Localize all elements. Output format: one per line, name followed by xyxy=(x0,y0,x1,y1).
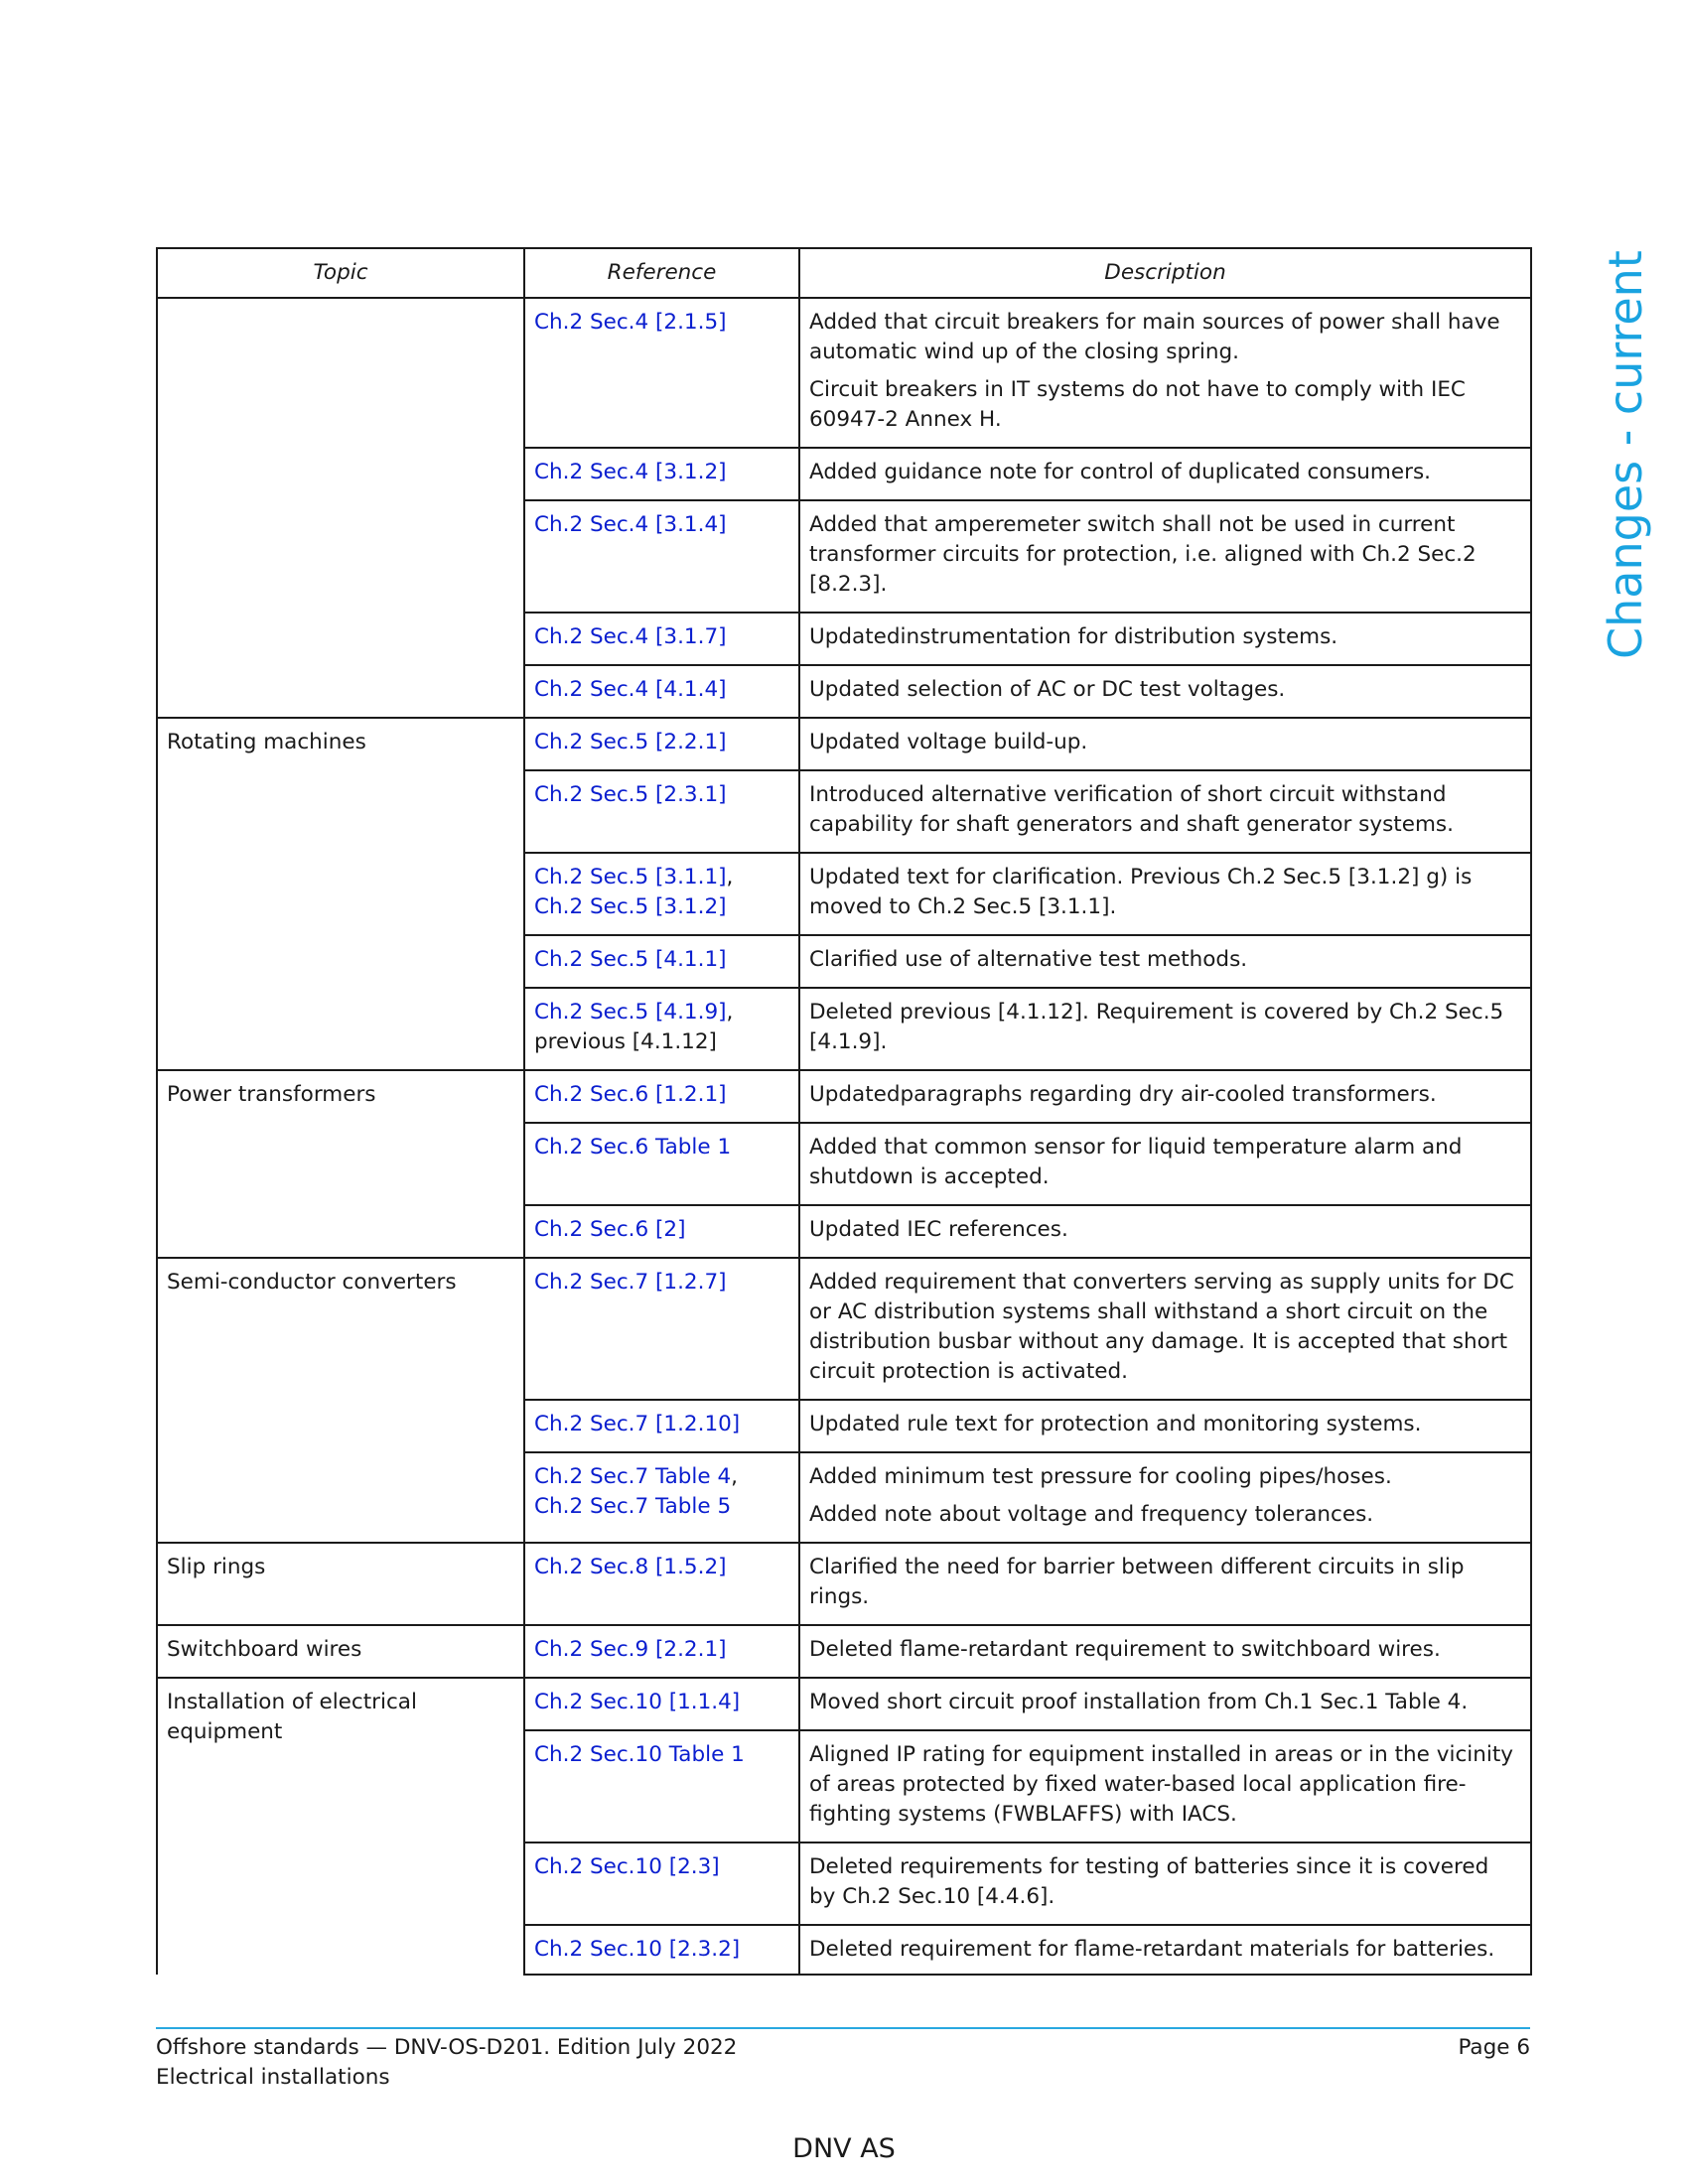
description-cell xyxy=(799,935,1531,988)
reference-line xyxy=(534,892,789,922)
description-cell xyxy=(799,1843,1531,1925)
reference-link[interactable]: Ch.2 Sec.4 [3.1.4] xyxy=(534,512,727,537)
reference-link[interactable]: Ch.2 Sec.7 Table 5 xyxy=(534,1494,732,1519)
topic-cell: Installation of electrical equipment xyxy=(157,1678,524,1975)
reference-link[interactable]: Ch.2 Sec.5 [3.1.2] xyxy=(534,894,727,919)
description-paragraph: Deleted previous [4.1.12]. Requirement is covered by Ch.2 Sec.5 [4.1.9]. xyxy=(809,1000,1504,1054)
description-paragraph: Added that common sensor for liquid temperature alarm and shutdown is accepted. xyxy=(809,1135,1463,1189)
reference-link[interactable]: Ch.2 Sec.10 [2.3.2] xyxy=(534,1937,741,1962)
reference-line xyxy=(534,622,789,652)
reference-cell xyxy=(524,1070,799,1123)
description-cell xyxy=(799,448,1531,500)
reference-link[interactable]: Ch.2 Sec.7 [1.2.7] xyxy=(534,1270,727,1295)
reference-line xyxy=(534,510,789,540)
reference-link[interactable]: Ch.2 Sec.6 Table 1 xyxy=(534,1135,732,1160)
changes-table xyxy=(156,247,1532,1976)
description-paragraph: Added that circuit breakers for main sources of power shall have automatic wind up of the closing spring. xyxy=(809,310,1500,364)
description-paragraph: Added note about voltage and frequency tolerances. xyxy=(809,1502,1374,1527)
reference-line xyxy=(534,1553,789,1582)
reference-cell xyxy=(524,1678,799,1730)
table-row xyxy=(157,1070,1531,1123)
reference-cell xyxy=(524,1258,799,1400)
reference-line xyxy=(534,1133,789,1162)
reference-link[interactable]: Ch.2 Sec.7 Table 4 xyxy=(534,1464,732,1489)
description-cell xyxy=(799,1400,1531,1452)
description-cell xyxy=(799,613,1531,665)
reference-line xyxy=(534,1852,789,1882)
reference-line xyxy=(534,728,789,757)
description-paragraph: Introduced alternative verification of short circuit withstand capability for shaft generators and shaft generator systems. xyxy=(809,782,1454,837)
reference-cell xyxy=(524,1452,799,1543)
header-topic: Topic xyxy=(157,248,524,298)
header-description: Description xyxy=(799,248,1531,298)
reference-line xyxy=(534,780,789,810)
reference-cell xyxy=(524,1123,799,1205)
reference-link[interactable]: Ch.2 Sec.8 [1.5.2] xyxy=(534,1555,727,1579)
table-row xyxy=(157,1258,1531,1400)
topic-cell: Power transformers xyxy=(157,1070,524,1258)
description-paragraph: Updated text for clarification. Previous Ch.2 Sec.5 [3.1.2] g) is moved to Ch.2 Sec.5 [3.1.1]. xyxy=(809,865,1473,919)
description-paragraph: Updated IEC references. xyxy=(809,1217,1068,1242)
topic-cell: Switchboard wires xyxy=(157,1625,524,1678)
reference-line xyxy=(534,1935,789,1965)
reference-link[interactable]: Ch.2 Sec.4 [3.1.7] xyxy=(534,624,727,649)
description-paragraph: Clarified the need for barrier between different circuits in slip rings. xyxy=(809,1555,1465,1609)
description-paragraph: Updated rule text for protection and monitoring systems. xyxy=(809,1412,1422,1436)
topic-cell xyxy=(157,298,524,718)
description-cell xyxy=(799,1625,1531,1678)
reference-cell xyxy=(524,770,799,853)
footer-divider xyxy=(156,2027,1530,2029)
reference-link[interactable]: Ch.2 Sec.10 Table 1 xyxy=(534,1742,745,1767)
description-paragraph: Added guidance note for control of duplicated consumers. xyxy=(809,460,1431,484)
description-paragraph: Deleted requirements for testing of batteries since it is covered by Ch.2 Sec.10 [4.4.6]. xyxy=(809,1854,1489,1909)
table-row xyxy=(157,298,1531,448)
description-paragraph: Added requirement that converters serving as supply units for DC or AC distribution systems shall withstand a short circuit on the distribution busbar without any damage. It is accepted that short circuit protection is activated. xyxy=(809,1270,1514,1384)
reference-cell xyxy=(524,1843,799,1925)
description-cell xyxy=(799,500,1531,613)
description-paragraph: Updatedparagraphs regarding dry air-cooled transformers. xyxy=(809,1082,1437,1107)
description-cell xyxy=(799,1070,1531,1123)
reference-cell xyxy=(524,1205,799,1258)
table-row xyxy=(157,1543,1531,1625)
description-paragraph: Updated voltage build-up. xyxy=(809,730,1088,754)
reference-line xyxy=(534,1492,789,1522)
reference-link[interactable]: Ch.2 Sec.6 [2] xyxy=(534,1217,686,1242)
table-row xyxy=(157,1678,1531,1730)
reference-line xyxy=(534,1080,789,1110)
reference-cell xyxy=(524,1400,799,1452)
reference-cell xyxy=(524,448,799,500)
table-row xyxy=(157,1625,1531,1678)
reference-line xyxy=(534,308,789,338)
reference-line xyxy=(534,863,789,892)
description-cell xyxy=(799,770,1531,853)
table-body xyxy=(157,298,1531,1975)
reference-link[interactable]: Ch.2 Sec.5 [3.1.1] xyxy=(534,865,727,889)
reference-link[interactable]: Ch.2 Sec.4 [3.1.2] xyxy=(534,460,727,484)
topic-cell: Rotating machines xyxy=(157,718,524,1070)
description-cell xyxy=(799,1543,1531,1625)
reference-line xyxy=(534,1268,789,1297)
topic-cell: Slip rings xyxy=(157,1543,524,1625)
reference-separator: , xyxy=(731,1464,738,1489)
reference-cell xyxy=(524,500,799,613)
reference-line xyxy=(534,458,789,487)
reference-link[interactable]: Ch.2 Sec.9 [2.2.1] xyxy=(534,1637,727,1662)
reference-line xyxy=(534,998,789,1027)
reference-link[interactable]: Ch.2 Sec.5 [2.3.1] xyxy=(534,782,727,807)
reference-cell xyxy=(524,613,799,665)
table-header-row xyxy=(157,248,1531,298)
reference-link[interactable]: Ch.2 Sec.5 [4.1.1] xyxy=(534,947,727,972)
description-cell xyxy=(799,1730,1531,1843)
description-cell xyxy=(799,1258,1531,1400)
side-label: Changes - current xyxy=(1599,250,1652,659)
description-paragraph: Circuit breakers in IT systems do not have to comply with IEC 60947-2 Annex H. xyxy=(809,377,1466,432)
description-cell xyxy=(799,665,1531,718)
description-cell xyxy=(799,1123,1531,1205)
description-cell xyxy=(799,1205,1531,1258)
description-cell xyxy=(799,1452,1531,1543)
reference-cell xyxy=(524,665,799,718)
reference-link[interactable]: Ch.2 Sec.7 [1.2.10] xyxy=(534,1412,741,1436)
description-cell xyxy=(799,1925,1531,1975)
footer-company: DNV AS xyxy=(792,2133,896,2164)
description-cell xyxy=(799,298,1531,448)
reference-cell xyxy=(524,988,799,1070)
description-cell xyxy=(799,988,1531,1070)
description-paragraph: Aligned IP rating for equipment installed in areas or in the vicinity of areas protected by fixed water-based local application fire-fighting systems (FWBLAFFS) with IACS. xyxy=(809,1742,1513,1827)
description-cell xyxy=(799,1678,1531,1730)
reference-line xyxy=(534,1215,789,1245)
reference-cell xyxy=(524,1625,799,1678)
reference-link[interactable]: Ch.2 Sec.5 [4.1.9] xyxy=(534,1000,727,1024)
description-paragraph: Moved short circuit proof installation from Ch.1 Sec.1 Table 4. xyxy=(809,1690,1469,1714)
footer-page-number: Page 6 xyxy=(1458,2035,1530,2060)
reference-cell xyxy=(524,1730,799,1843)
footer-left xyxy=(156,2033,737,2093)
reference-line xyxy=(534,675,789,705)
reference-note: previous [4.1.12] xyxy=(534,1029,717,1054)
reference-line xyxy=(534,1740,789,1770)
description-paragraph: Deleted flame-retardant requirement to switchboard wires. xyxy=(809,1637,1441,1662)
reference-line xyxy=(534,945,789,975)
reference-link[interactable]: Ch.2 Sec.10 [2.3] xyxy=(534,1854,720,1879)
reference-link[interactable]: Ch.2 Sec.4 [2.1.5] xyxy=(534,310,727,335)
topic-cell: Semi-conductor converters xyxy=(157,1258,524,1543)
description-paragraph: Updated selection of AC or DC test voltages. xyxy=(809,677,1286,702)
footer-standard: Offshore standards — DNV-OS-D201. Edition July 2022 xyxy=(156,2035,738,2060)
reference-link[interactable]: Ch.2 Sec.4 [4.1.4] xyxy=(534,677,727,702)
footer-title: Electrical installations xyxy=(156,2065,390,2090)
reference-link[interactable]: Ch.2 Sec.5 [2.2.1] xyxy=(534,730,727,754)
reference-link[interactable]: Ch.2 Sec.6 [1.2.1] xyxy=(534,1082,727,1107)
reference-line xyxy=(534,1410,789,1439)
description-paragraph: Clarified use of alternative test methods. xyxy=(809,947,1248,972)
reference-cell xyxy=(524,935,799,988)
reference-link[interactable]: Ch.2 Sec.10 [1.1.4] xyxy=(534,1690,741,1714)
reference-cell xyxy=(524,1543,799,1625)
description-paragraph: Deleted requirement for flame-retardant materials for batteries. xyxy=(809,1937,1495,1962)
reference-cell xyxy=(524,718,799,770)
reference-line xyxy=(534,1688,789,1717)
description-paragraph: Updatedinstrumentation for distribution systems. xyxy=(809,624,1338,649)
reference-line xyxy=(534,1635,789,1665)
description-paragraph: Added that amperemeter switch shall not be used in current transformer circuits for protection, i.e. aligned with Ch.2 Sec.2 [8.2.3]. xyxy=(809,512,1477,597)
description-cell xyxy=(799,718,1531,770)
header-reference: Reference xyxy=(524,248,799,298)
description-paragraph: Added minimum test pressure for cooling pipes/hoses. xyxy=(809,1464,1392,1489)
reference-cell xyxy=(524,298,799,448)
reference-line xyxy=(534,1462,789,1492)
table-row xyxy=(157,718,1531,770)
reference-separator: , xyxy=(726,1000,734,1024)
reference-separator: , xyxy=(726,865,734,889)
description-cell xyxy=(799,853,1531,935)
reference-cell xyxy=(524,1925,799,1975)
reference-cell xyxy=(524,853,799,935)
